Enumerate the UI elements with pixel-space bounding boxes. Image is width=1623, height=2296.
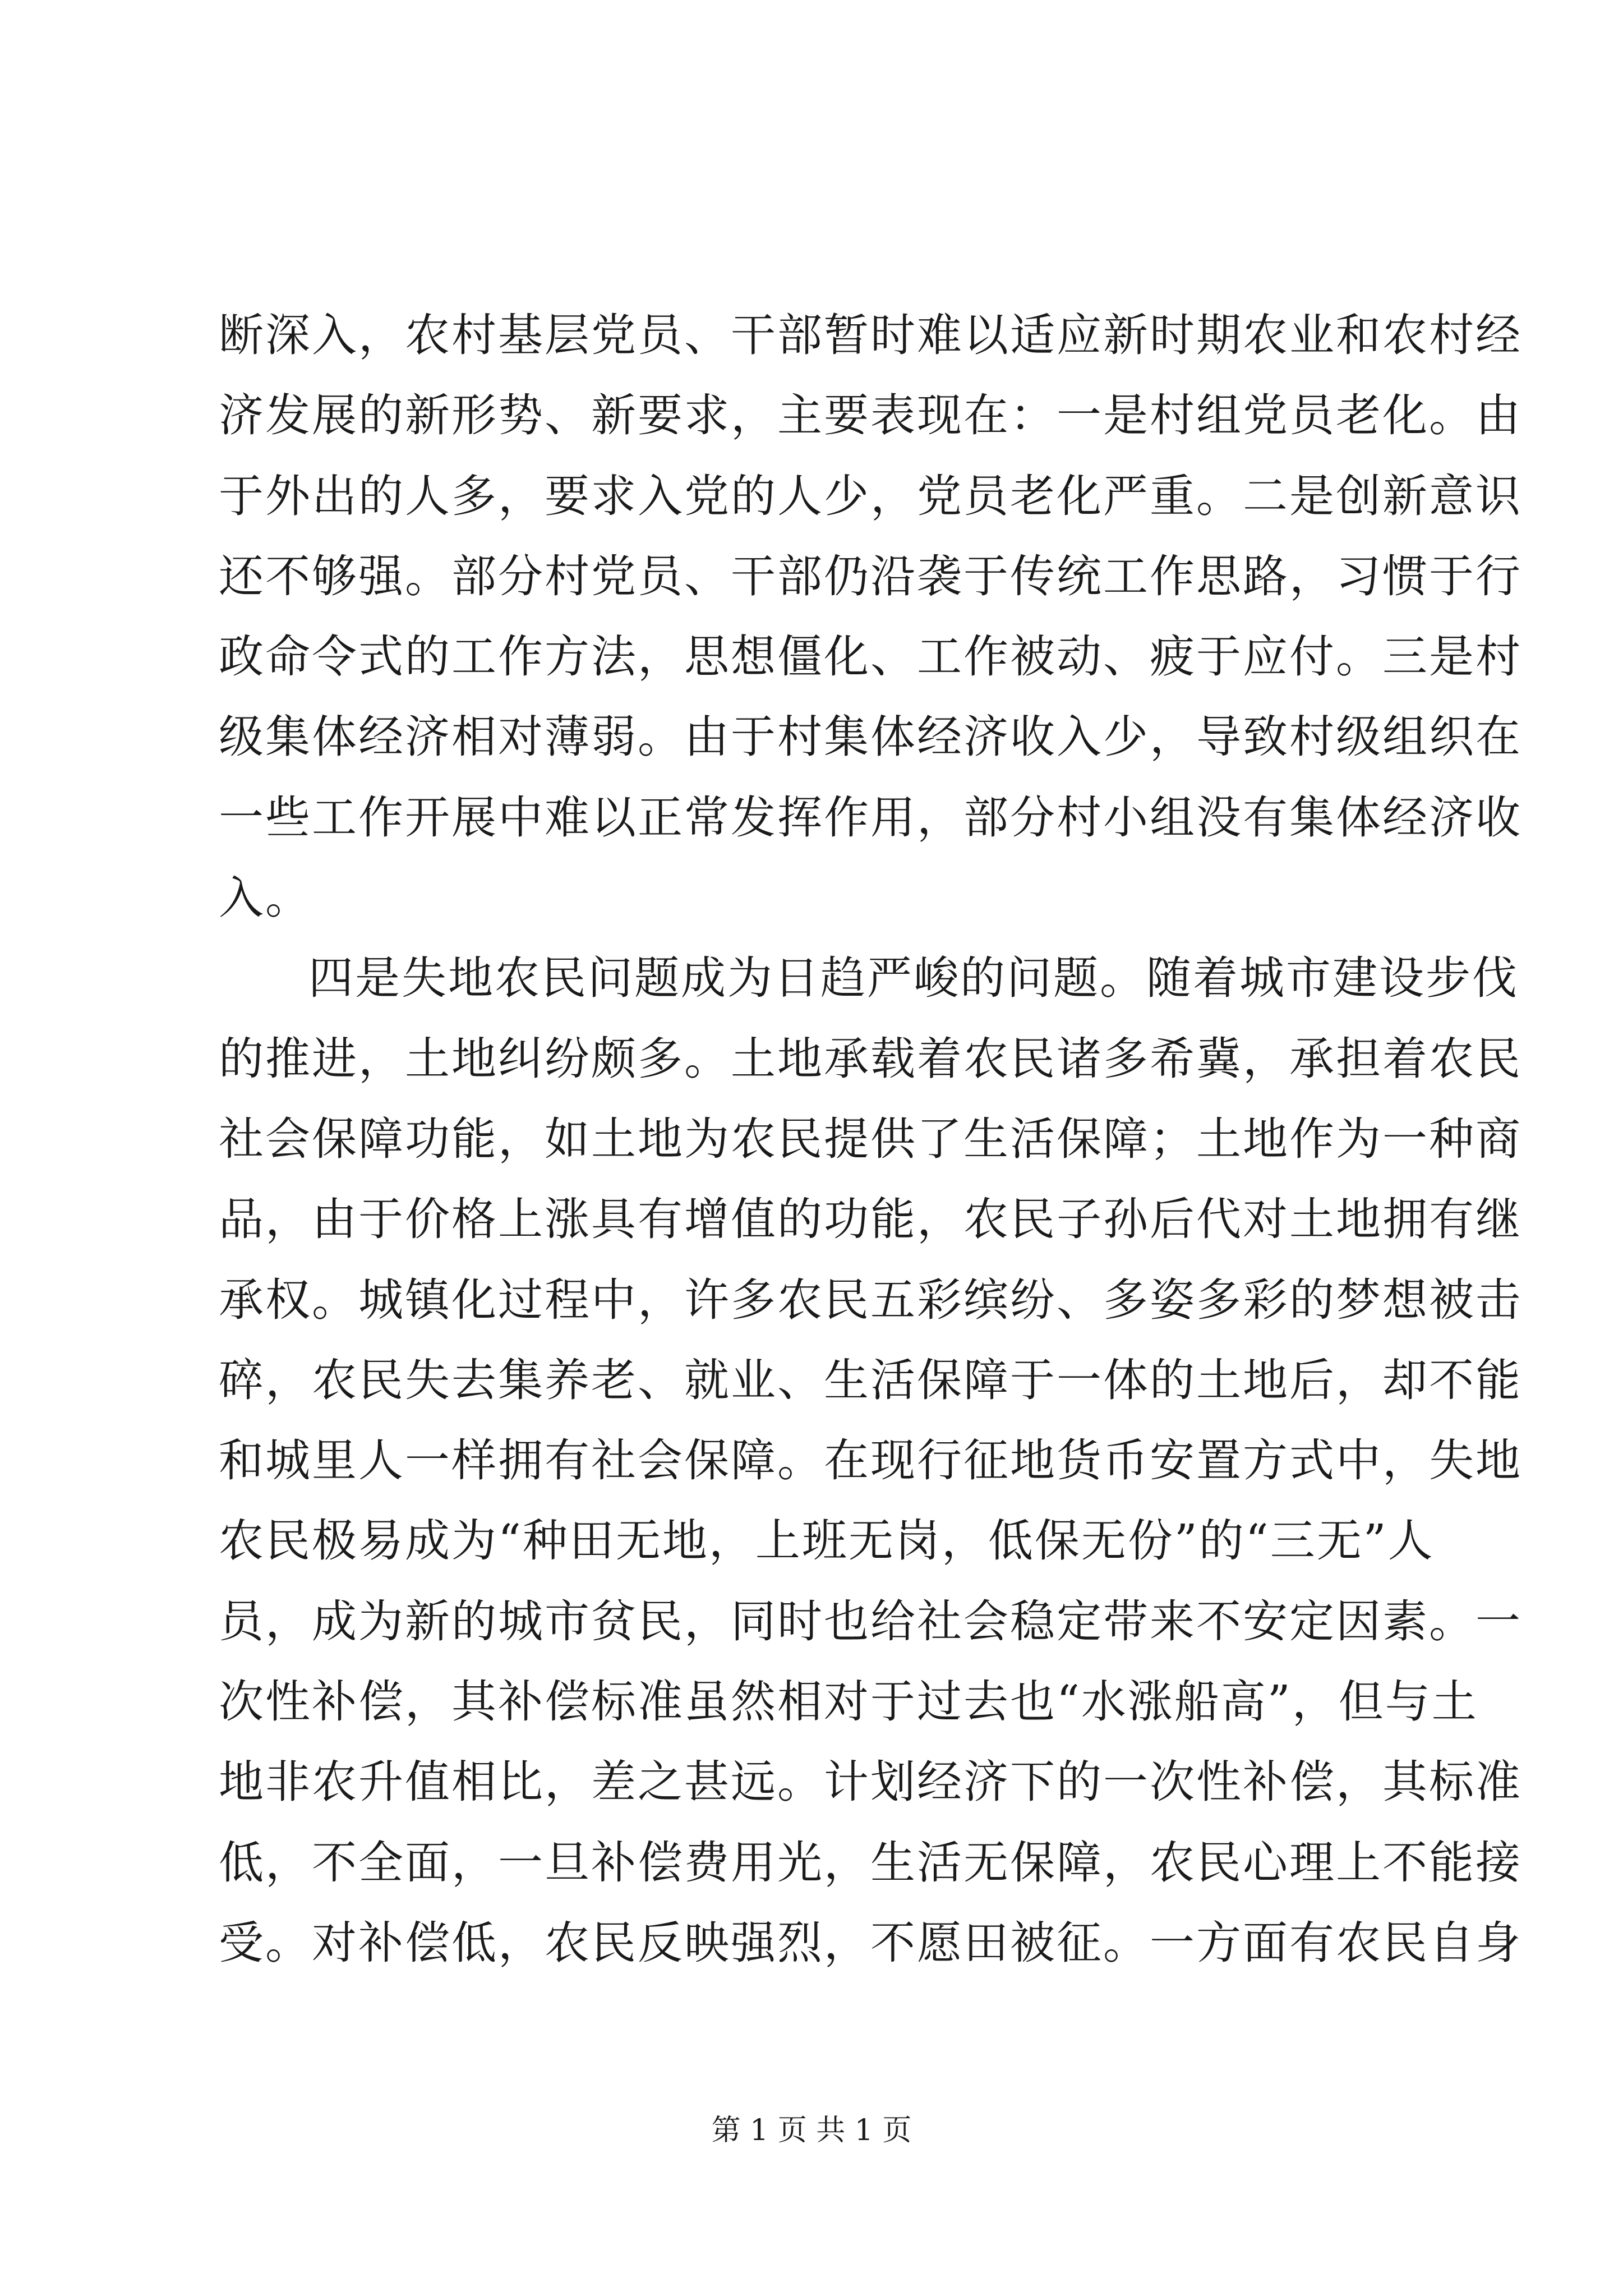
text-line-8: 入。 [219, 872, 312, 924]
text-line-5: 政命令式的工作方法，思想僵化、工作被动、疲于应付。三是村 [219, 631, 1522, 683]
text-line-18: 次性补偿，其补偿标准虽然相对于过去也“水涨船高”，但与土 [219, 1676, 1478, 1728]
text-line-17: 员，成为新的城市贫民，同时也给社会稳定带来不安定因素。一 [219, 1595, 1522, 1648]
text-line-3: 于外出的人多，要求入党的人少，党员老化严重。二是创新意识 [219, 470, 1522, 522]
text-line-7: 一些工作开展中难以正常发挥作用，部分村小组没有集体经济收 [219, 791, 1522, 844]
text-line-14: 碎，农民失去集养老、就业、生活保障于一体的土地后，却不能 [219, 1354, 1522, 1406]
text-line-4: 还不够强。部分村党员、干部仍沿袭于传统工作思路，习惯于行 [219, 550, 1522, 602]
text-line-11: 社会保障功能，如土地为农民提供了生活保障；土地作为一种商 [219, 1112, 1522, 1165]
text-line-10: 的推进，土地纠纷颇多。土地承载着农民诸多希冀，承担着农民 [219, 1032, 1522, 1085]
text-line-9: 四是失地农民问题成为日趋严峻的问题。随着城市建设步伐 [308, 952, 1519, 1005]
page-footer: 第 1 页 共 1 页 [711, 2114, 912, 2147]
text-line-20: 低，不全面，一旦补偿费用光，生活无保障，农民心理上不能接 [219, 1836, 1522, 1889]
text-line-21: 受。对补偿低，农民反映强烈，不愿田被征。一方面有农民自身 [219, 1916, 1522, 1969]
text-line-15: 和城里人一样拥有社会保障。在现行征地货币安置方式中，失地 [219, 1434, 1522, 1487]
text-line-2: 济发展的新形势、新要求，主要表现在：一是村组党员老化。由 [219, 389, 1522, 442]
document-body [219, 295, 1522, 1983]
text-line-1: 断深入，农村基层党员、干部暂时难以适应新时期农业和农村经 [219, 309, 1522, 361]
text-line-6: 级集体经济相对薄弱。由于村集体经济收入少，导致村级组织在 [219, 711, 1522, 763]
text-line-19: 地非农升值相比，差之甚远。计划经济下的一次性补偿，其标准 [219, 1756, 1522, 1809]
text-line-12: 品，由于价格上涨具有增值的功能，农民子孙后代对土地拥有继 [219, 1193, 1522, 1246]
text-line-16: 农民极易成为“种田无地，上班无岗，低保无份”的“三无”人 [219, 1515, 1435, 1567]
text-line-13: 承权。城镇化过程中，许多农民五彩缤纷、多姿多彩的梦想被击 [219, 1273, 1522, 1326]
